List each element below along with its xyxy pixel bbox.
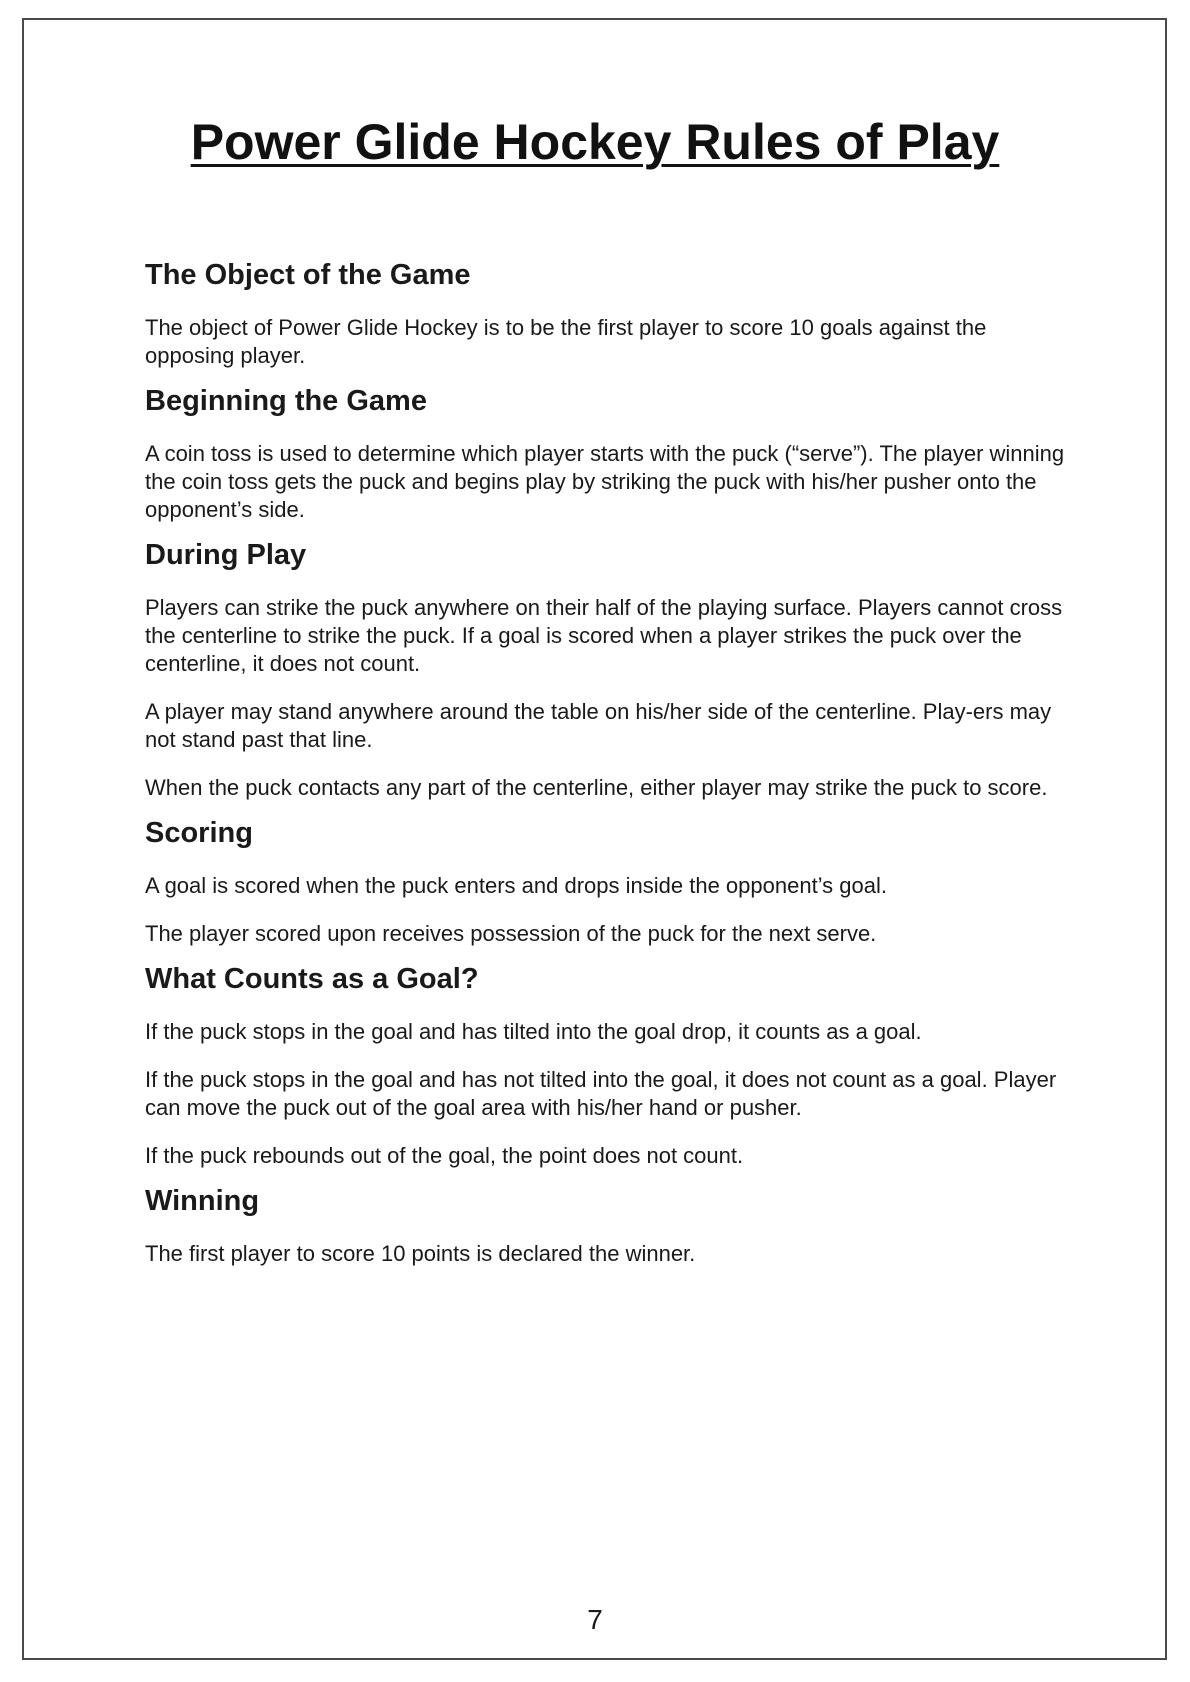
paragraph: The object of Power Glide Hockey is to be the first player to score 10 goals against the opposing player. — [145, 315, 987, 368]
page-number: 7 — [587, 1604, 603, 1635]
section-heading: Winning — [145, 1185, 260, 1217]
section-scoring — [145, 816, 1065, 948]
page-title: Power Glide Hockey Rules of Play — [190, 114, 1000, 170]
paragraph: The player scored upon receives possession of the puck for the next serve. — [145, 921, 877, 946]
paragraph: If the puck stops in the goal and has tilted into the goal drop, it counts as a goal. — [145, 1019, 922, 1044]
section-heading: The Object of the Game — [145, 259, 471, 291]
paragraph: If the puck stops in the goal and has not tilted into the goal, it does not count as a goal. Player can move the puck out of the goal area with his/her hand or pusher. — [145, 1067, 1057, 1120]
paragraph: Players can strike the puck anywhere on their half of the playing surface. Players cannot cross the centerline to strike the puck. If a goal is scored when a player strikes the puck over the centerline, it does not count. — [145, 595, 1063, 676]
section-winning — [145, 1184, 1065, 1268]
section-what-counts-goal — [145, 962, 1065, 1170]
paragraph: When the puck contacts any part of the centerline, either player may strike the puck to score. — [145, 775, 1048, 800]
paragraph: The first player to score 10 points is declared the winner. — [145, 1241, 696, 1266]
section-heading: During Play — [145, 539, 307, 571]
paragraph: A coin toss is used to determine which player starts with the puck (“serve”). The player winning the coin toss gets the puck and begins play by striking the puck with his/her pusher onto the opponent’s side. — [145, 441, 1065, 522]
paragraph: A player may stand anywhere around the table on his/her side of the centerline. Play-ers may not stand past that line. — [145, 699, 1052, 752]
section-heading: Beginning the Game — [145, 385, 427, 417]
section-beginning-game — [145, 384, 1065, 524]
section-heading: What Counts as a Goal? — [145, 963, 479, 995]
paragraph: If the puck rebounds out of the goal, the point does not count. — [145, 1143, 744, 1168]
paragraph: A goal is scored when the puck enters and drops inside the opponent’s goal. — [145, 873, 887, 898]
rules-content — [145, 258, 1065, 1268]
section-object-of-game — [145, 258, 1065, 370]
section-heading: Scoring — [145, 817, 253, 849]
section-during-play — [145, 538, 1065, 802]
